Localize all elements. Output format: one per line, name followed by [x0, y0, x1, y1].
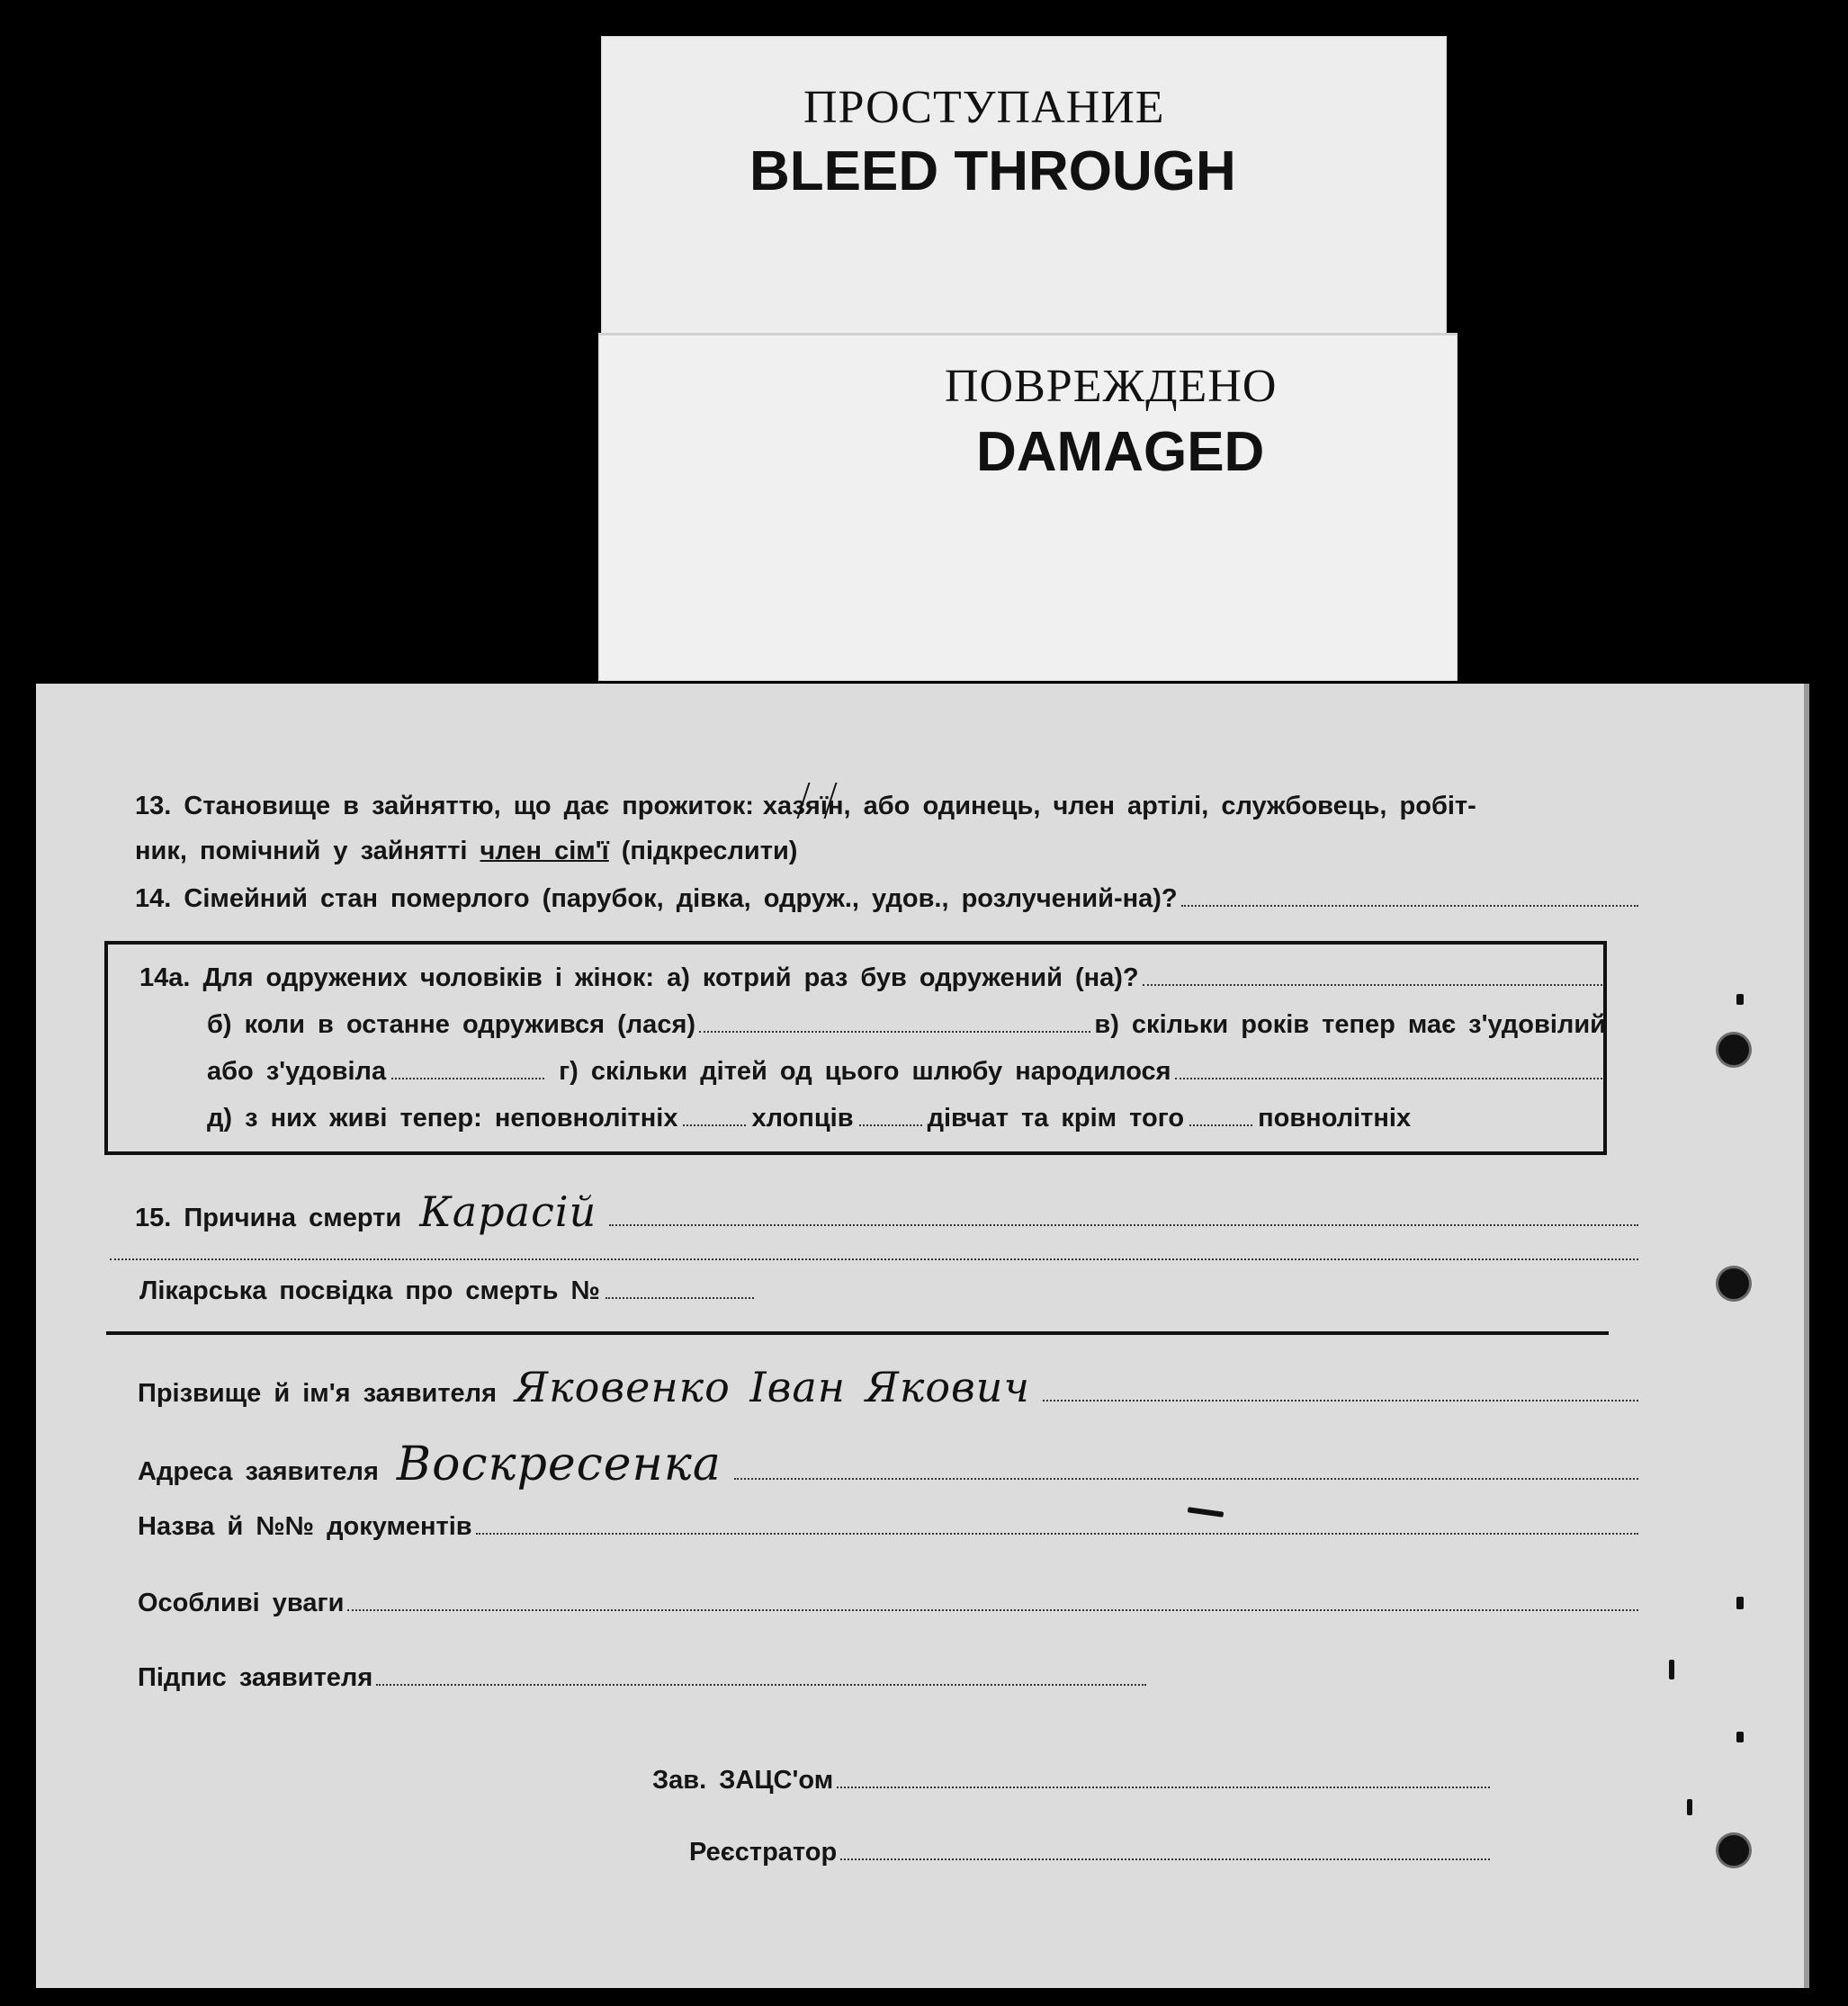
item14a-line3	[207, 1056, 1606, 1087]
applicant-name-handwritten: Яковенко Іван Якович	[515, 1363, 1031, 1411]
remarks-label: Особливі уваги	[138, 1589, 345, 1617]
item15-cause-of-death	[135, 1187, 1642, 1236]
death-record-form	[36, 684, 1809, 1988]
applicant-name-row	[138, 1363, 1642, 1411]
damaged-title-ru: ПОВРЕЖДЕНО	[945, 361, 1278, 412]
damaged-title-en: DAMAGED	[976, 421, 1265, 483]
bleed-through-title-en: BLEED THROUGH	[749, 140, 1236, 202]
ink-speck	[1736, 1597, 1744, 1609]
item14a-line2-a: б) коли в останне одружився (лася)	[207, 1010, 696, 1039]
remarks-field[interactable]	[347, 1588, 1638, 1611]
applicant-name-field[interactable]	[1043, 1378, 1638, 1402]
head-zags-label: Зав. ЗАЦС'ом	[652, 1766, 834, 1795]
item14a-line1	[139, 963, 1606, 993]
medical-certificate-row	[139, 1276, 759, 1306]
item13-underlined-choice: член сім'ї	[480, 837, 609, 865]
applicant-address-row	[138, 1437, 1642, 1491]
applicant-address-field[interactable]	[734, 1456, 1638, 1480]
signature-label: Підпис заявителя	[138, 1663, 373, 1692]
punch-hole	[1718, 1034, 1749, 1065]
item13-line2-suffix: (підкреслити)	[621, 837, 798, 865]
item14a-line4-c: дівчат та крім того	[927, 1104, 1185, 1133]
applicant-address-label: Адреса заявителя	[138, 1457, 379, 1486]
bleed-through-card	[601, 36, 1447, 360]
item15-label: 15. Причина смерти	[135, 1204, 402, 1232]
documents-row	[138, 1511, 1642, 1542]
signature-field[interactable]	[376, 1662, 1146, 1686]
item14a-line2	[207, 1009, 1606, 1040]
registrar-field[interactable]	[840, 1837, 1490, 1860]
item14-label: 14. Сімейний стан померлого (парубок, дівка, одруж., удов., розлучений-на)?	[135, 884, 1178, 913]
item14-marital-status	[135, 883, 1642, 914]
signature-row	[138, 1662, 1150, 1693]
item15-handwritten-value: Карасій	[419, 1187, 597, 1236]
item14a-line4-b: хлопців	[751, 1104, 854, 1133]
item14-field[interactable]	[1181, 883, 1638, 907]
punch-hole	[1718, 1268, 1749, 1299]
head-zags-field[interactable]	[837, 1765, 1490, 1788]
item13-prefix: 13. Становище в зайняттю, що дає прожиток:	[135, 792, 754, 820]
item14a-line3-b: г) скільки дітей од цього шлюбу народилося	[559, 1057, 1171, 1086]
item14a-minor-girls-field[interactable]	[859, 1103, 922, 1126]
ink-speck	[1687, 1799, 1692, 1815]
item13-line1	[135, 792, 1642, 821]
item14a-line4-d: повнолітніх	[1258, 1104, 1412, 1133]
item14a-line4-a: д) з них живі тепер: неповнолітніх	[207, 1104, 678, 1133]
item14a-last-marriage-field[interactable]	[699, 1009, 1090, 1033]
item14a-widowed-years-field[interactable]	[391, 1056, 544, 1079]
item15-continuation	[106, 1237, 1642, 1260]
item15-field[interactable]	[609, 1203, 1638, 1226]
applicant-address-handwritten: Воскресенка	[396, 1437, 722, 1491]
item14a-line1-label: 14а. Для одружених чоловіків і жінок: а) котрий раз був одружений (на)?	[139, 963, 1139, 992]
item14a-times-married-field[interactable]	[1143, 963, 1602, 986]
item15-continuation-field[interactable]	[110, 1237, 1638, 1260]
punch-hole	[1718, 1835, 1749, 1866]
item14a-adults-field[interactable]	[1189, 1103, 1252, 1126]
documents-label: Назва й №№ документів	[138, 1512, 472, 1541]
applicant-name-label: Прізвище й ім'я заявителя	[138, 1379, 498, 1408]
section-divider	[106, 1331, 1609, 1335]
medical-certificate-label: Лікарська посвідка про смерть №	[139, 1276, 600, 1305]
item14a-line4	[207, 1103, 1606, 1133]
item14a-minor-boys-field[interactable]	[683, 1103, 746, 1126]
registrar-label: Реєстратор	[689, 1838, 838, 1867]
bleed-through-title-ru: ПРОСТУПАНИЕ	[803, 82, 1165, 133]
item14a-line2-b: в) скільки років тепер має з'удовілий	[1094, 1010, 1606, 1039]
ink-speck	[1736, 994, 1744, 1005]
registrar-row	[689, 1837, 1494, 1867]
item13-struck-word: хазяїн	[762, 792, 844, 820]
ink-speck	[1669, 1660, 1674, 1679]
damaged-card	[598, 333, 1458, 681]
item13-line2-prefix: ник, помічний у зайнятті	[135, 837, 468, 865]
ink-speck	[1736, 1732, 1744, 1742]
medical-certificate-number-field[interactable]	[606, 1276, 754, 1299]
head-zags-row	[652, 1765, 1494, 1796]
documents-field[interactable]	[476, 1511, 1638, 1535]
item14a-children-field[interactable]	[1175, 1056, 1602, 1079]
item14a-line3-a: або з'удовіла	[207, 1057, 387, 1086]
remarks-row	[138, 1588, 1642, 1618]
item13-rest: , або одинець, член артілі, службовець, робіт-	[843, 792, 1476, 820]
item13-line2	[135, 837, 797, 866]
